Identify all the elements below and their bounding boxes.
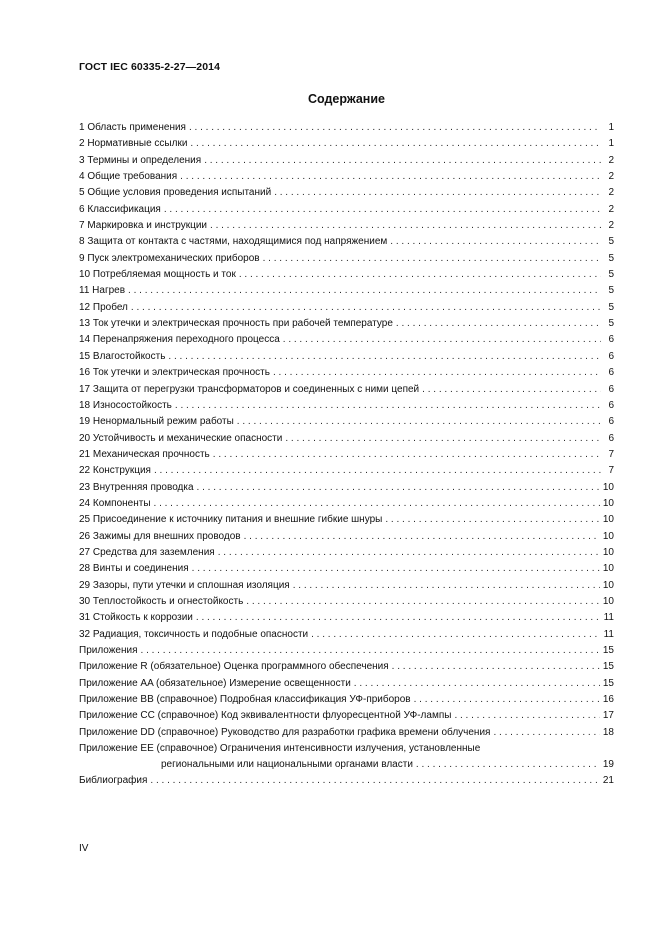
toc-entry-page: 1: [608, 122, 614, 133]
toc-entry-page: 2: [608, 187, 614, 199]
toc-leader-dots: [246, 594, 600, 610]
toc-entry-page: 7: [608, 448, 614, 460]
toc-entry-label: 22 Конструкция: [79, 465, 151, 477]
toc-entry-label: 30 Теплостойкость и огнестойкость: [79, 595, 244, 607]
toc-entry-label: 10 Потребляемая мощность и ток: [79, 269, 236, 281]
toc-entry-page: 5: [608, 285, 614, 297]
toc-entry[interactable]: [79, 267, 614, 283]
toc-leader-dots: [190, 136, 601, 152]
toc-entry-label: Приложение DD (справочное) Руководство для разработки графика времени облучения: [79, 726, 491, 738]
toc-entry-label: Приложение BB (справочное) Подробная классификация УФ-приборов: [79, 694, 411, 706]
toc-entry-label: 13 Ток утечки и электрическая прочность при рабочей температуре: [79, 318, 393, 330]
toc-entry[interactable]: [79, 659, 614, 675]
toc-entry-page: 5: [608, 252, 614, 264]
toc-entry[interactable]: [79, 529, 614, 545]
toc-entry-label: 26 Зажимы для внешних проводов: [79, 530, 241, 542]
toc-entry[interactable]: [79, 414, 614, 430]
toc-entry-page: 6: [608, 416, 614, 428]
toc-entry-label: 19 Ненормальный режим работы: [79, 416, 234, 428]
toc-entry[interactable]: [79, 561, 614, 577]
toc-leader-dots: [175, 398, 601, 414]
toc-entry-page: 5: [608, 301, 614, 313]
toc-entry-label: 21 Механическая прочность: [79, 448, 210, 460]
toc-leader-dots: [164, 202, 601, 218]
toc-entry-page: 10: [602, 514, 614, 526]
toc-entry-page: 6: [608, 399, 614, 411]
toc-entry[interactable]: [79, 349, 614, 365]
toc-entry-label: 2 Нормативные ссылки: [79, 138, 188, 150]
toc-entry-label: Приложение AA (обязательное) Измерение освещенности: [79, 677, 351, 689]
toc-entry-label: Приложение R (обязательное) Оценка программного обеспечения: [79, 661, 389, 673]
toc-leader-dots: [454, 708, 599, 724]
toc-entry-page: 10: [602, 530, 614, 542]
toc-entry[interactable]: [79, 578, 614, 594]
page-folio: IV: [79, 843, 89, 854]
toc-entry-label: 14 Перенапряжения переходного процесса: [79, 334, 280, 346]
toc-entry[interactable]: [79, 136, 614, 152]
toc-entry[interactable]: [79, 120, 614, 136]
toc-entry[interactable]: [79, 283, 614, 299]
toc-entry-page: 6: [608, 350, 614, 362]
toc-entry[interactable]: [79, 202, 614, 218]
toc-leader-dots: [354, 676, 600, 692]
toc-entry-page: 16: [602, 694, 614, 706]
toc-entry-page: 11: [603, 612, 614, 624]
toc-entry-page: 6: [608, 383, 614, 395]
toc-entry-label: 29 Зазоры, пути утечки и сплошная изоляция: [79, 579, 290, 591]
toc-entry-page: 10: [602, 546, 614, 558]
toc-entry[interactable]: [79, 169, 614, 185]
toc-entry[interactable]: [79, 251, 614, 267]
toc-entry-label: 20 Устойчивость и механические опасности: [79, 432, 283, 444]
toc-leader-dots: [131, 300, 601, 316]
toc-entry-page: 5: [608, 318, 614, 330]
toc-entry-label: 5 Общие условия проведения испытаний: [79, 187, 272, 199]
toc-entry[interactable]: [79, 496, 614, 512]
toc-entry[interactable]: [79, 398, 614, 414]
toc-entry-page: 11: [603, 628, 614, 640]
toc-entry-label: 1 Область применения: [79, 122, 186, 133]
toc-leader-dots: [422, 382, 601, 398]
toc-entry[interactable]: [79, 382, 614, 398]
toc-leader-dots: [196, 610, 601, 626]
toc-leader-dots: [390, 234, 601, 250]
toc-leader-dots: [493, 725, 599, 741]
toc-entry-label: 8 Защита от контакта с частями, находящимися под напряжением: [79, 236, 388, 248]
toc-leader-dots: [180, 169, 601, 185]
toc-entry-page: 6: [608, 334, 614, 346]
toc-entry[interactable]: [79, 218, 614, 234]
toc-entry-label: Приложение CC (справочное) Код эквивалентности флуоресцентной УФ-лампы: [79, 710, 452, 722]
toc-leader-dots: [150, 773, 599, 789]
toc-entry-page: 17: [602, 710, 614, 722]
toc-entry-annex-ee-line2[interactable]: [79, 757, 614, 773]
toc-entry[interactable]: [79, 447, 614, 463]
toc-entry[interactable]: [79, 316, 614, 332]
toc-leader-dots: [192, 561, 600, 577]
toc-leader-dots: [283, 332, 601, 348]
toc-entry[interactable]: [79, 463, 614, 479]
table-of-contents: [79, 120, 614, 790]
toc-entry[interactable]: [79, 365, 614, 381]
toc-entry[interactable]: [79, 234, 614, 250]
toc-entry-label: 6 Классификация: [79, 203, 161, 215]
toc-entry-label: 16 Ток утечки и электрическая прочность: [79, 367, 270, 379]
toc-entry-page: 1: [608, 138, 614, 150]
toc-entry[interactable]: [79, 627, 614, 643]
toc-entry-page: 2: [608, 154, 614, 166]
toc-entry[interactable]: [79, 643, 614, 659]
toc-entry-label: Приложения: [79, 645, 138, 656]
toc-entry-label: 3 Термины и определения: [79, 154, 202, 166]
toc-entry-page: 10: [602, 497, 614, 509]
toc-entry[interactable]: [79, 185, 614, 201]
toc-entry-label: 7 Маркировка и инструкции: [79, 220, 208, 232]
toc-entry-page: 10: [602, 595, 614, 607]
toc-entry-label: 25 Присоединение к источнику питания и внешние гибкие шнуры: [79, 514, 383, 526]
toc-entry-label: 18 Износостойкость: [79, 399, 172, 411]
toc-leader-dots: [154, 496, 600, 512]
toc-entry-page: 18: [602, 726, 614, 738]
toc-entry[interactable]: [79, 692, 614, 708]
toc-entry-label: 27 Средства для заземления: [79, 546, 215, 558]
toc-entry-label: 24 Компоненты: [79, 497, 151, 509]
toc-entry-page: 10: [602, 481, 614, 493]
toc-entry[interactable]: [79, 512, 614, 528]
toc-entry-annex-ee-line1[interactable]: [79, 741, 614, 757]
toc-leader-dots: [396, 316, 601, 332]
toc-entry-label: 17 Защита от перегрузки трансформаторов и соединенных с ними цепей: [79, 383, 420, 395]
toc-entry[interactable]: [79, 725, 614, 741]
toc-leader-dots: [273, 365, 601, 381]
toc-entry-bibliography[interactable]: [79, 773, 614, 789]
toc-leader-dots: [239, 267, 601, 283]
document-code-header: ГОСТ IEC 60335-2-27—2014: [79, 61, 221, 73]
toc-leader-dots: [392, 659, 600, 675]
toc-entry-label: 31 Стойкость к коррозии: [79, 612, 193, 624]
toc-entry-label: 32 Радиация, токсичность и подобные опасности: [79, 628, 309, 640]
toc-entry-page: 6: [608, 432, 614, 444]
toc-entry-label: 9 Пуск электромеханических приборов: [79, 252, 260, 264]
toc-leader-dots: [244, 529, 600, 545]
toc-title: Содержание: [307, 92, 385, 106]
toc-entry[interactable]: [79, 300, 614, 316]
toc-entry-page: 15: [602, 677, 614, 689]
toc-entry-page: 7: [608, 465, 614, 477]
toc-leader-dots: [168, 349, 601, 365]
toc-entry-page: 2: [608, 220, 614, 232]
toc-leader-dots: [218, 545, 600, 561]
toc-leader-dots: [237, 414, 601, 430]
toc-leader-dots: [210, 218, 601, 234]
toc-entry-page: 15: [602, 661, 614, 673]
toc-leader-dots: [274, 185, 601, 201]
toc-entry-page: 15: [602, 645, 614, 656]
toc-entry-label: 28 Винты и соединения: [79, 563, 189, 575]
toc-entry-label: региональными или национальными органами власти: [161, 759, 413, 771]
toc-leader-dots: [385, 512, 600, 528]
toc-entry-page: 2: [608, 203, 614, 215]
toc-entry-page: 19: [602, 759, 614, 771]
toc-entry[interactable]: [79, 594, 614, 610]
toc-entry-label: 15 Влагостойкость: [79, 350, 166, 362]
toc-entry-page: 10: [602, 579, 614, 591]
toc-leader-dots: [154, 463, 601, 479]
toc-entry-label: 4 Общие требования: [79, 171, 178, 183]
toc-entries: [79, 120, 614, 741]
toc-entry[interactable]: [79, 480, 614, 496]
toc-leader-dots: [311, 627, 600, 643]
toc-entry-label: Приложение EE (справочное) Ограничения интенсивности излучения, установленные: [79, 743, 481, 755]
toc-entry-page: 10: [602, 563, 614, 575]
toc-entry-label: 12 Пробел: [79, 301, 128, 313]
toc-entry[interactable]: [79, 431, 614, 447]
toc-entry[interactable]: [79, 676, 614, 692]
toc-leader-dots: [213, 447, 601, 463]
toc-leader-dots: [189, 120, 601, 136]
toc-entry[interactable]: [79, 332, 614, 348]
toc-leader-dots: [128, 283, 601, 299]
toc-leader-dots: [141, 643, 600, 659]
toc-entry-label: 11 Нагрев: [79, 285, 126, 297]
toc-leader-dots: [293, 578, 600, 594]
toc-entry-page: 2: [608, 171, 614, 183]
toc-leader-dots: [204, 153, 601, 169]
toc-entry-page: 5: [608, 236, 614, 248]
toc-entry[interactable]: [79, 708, 614, 724]
toc-entry-page: 5: [608, 269, 614, 281]
toc-leader-dots: [416, 757, 600, 773]
toc-entry[interactable]: [79, 610, 614, 626]
toc-entry-page: 6: [608, 367, 614, 379]
toc-entry[interactable]: [79, 545, 614, 561]
toc-leader-dots: [263, 251, 601, 267]
toc-entry[interactable]: [79, 153, 614, 169]
toc-entry-label: Библиография: [79, 775, 148, 787]
toc-entry-page: 21: [602, 775, 614, 787]
toc-leader-dots: [197, 480, 600, 496]
toc-leader-dots: [414, 692, 600, 708]
toc-entry-label: 23 Внутренняя проводка: [79, 481, 194, 493]
toc-leader-dots: [285, 431, 601, 447]
